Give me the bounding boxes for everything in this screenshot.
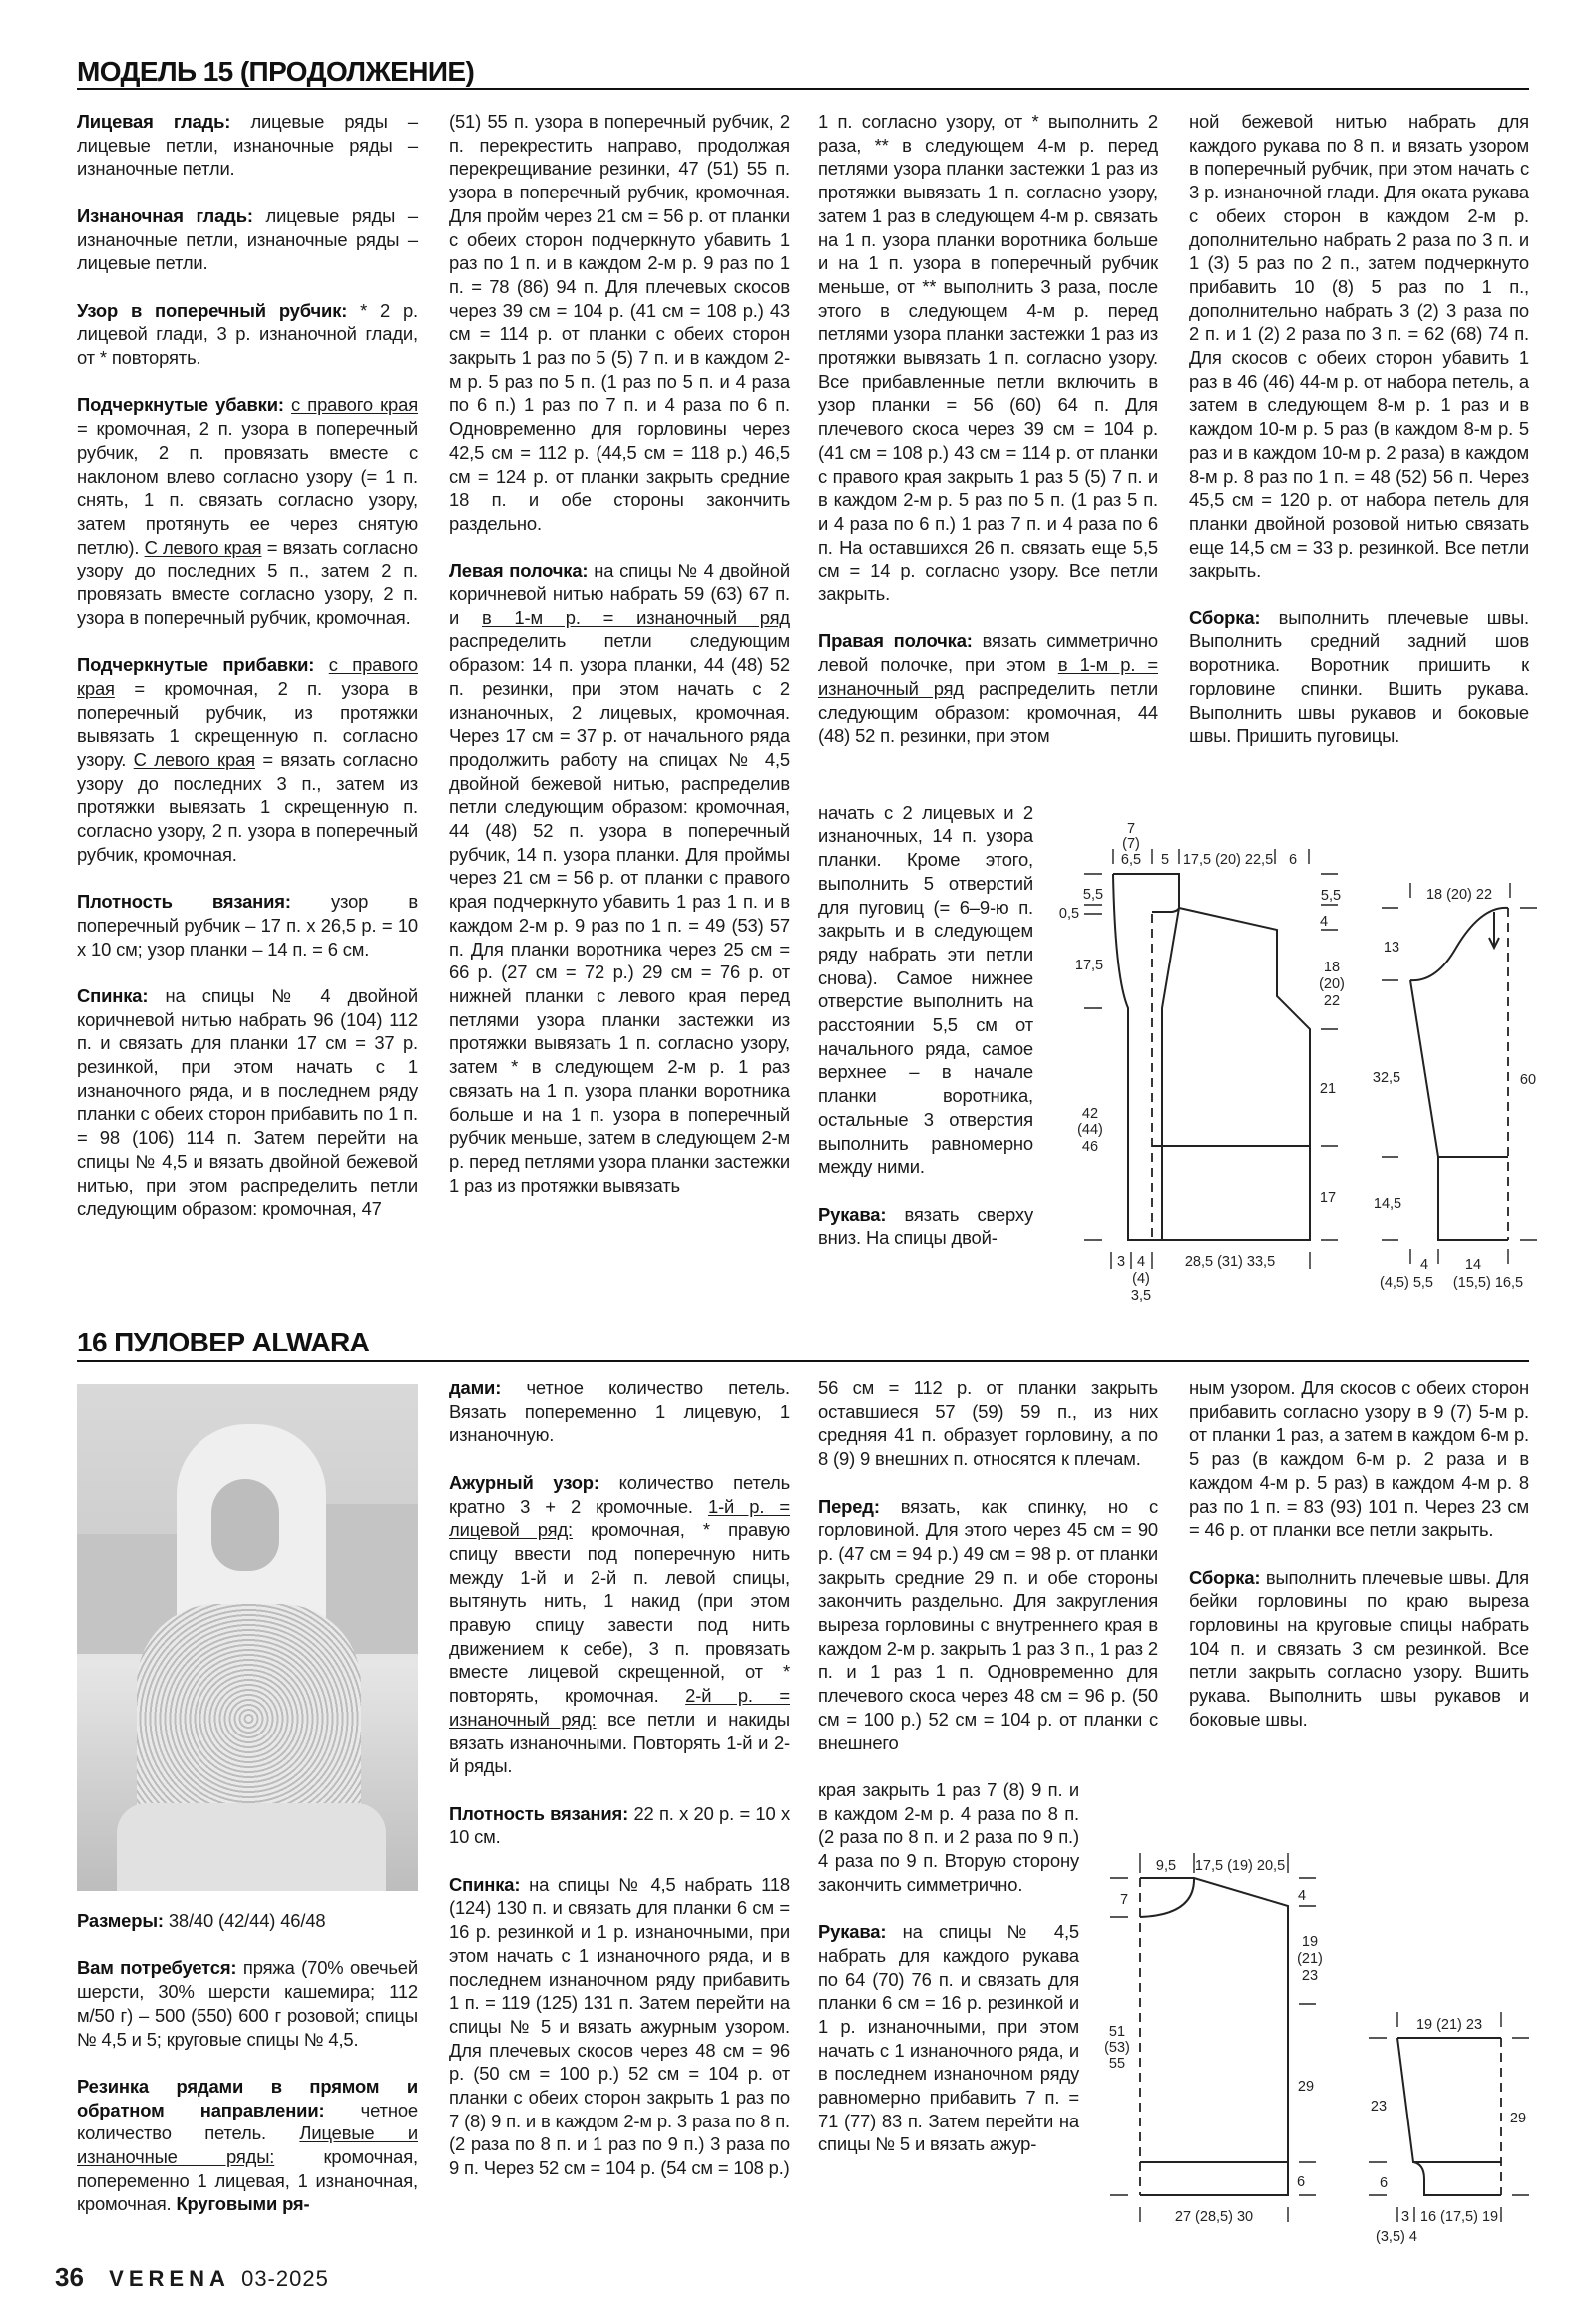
paragraph	[449, 1376, 790, 1447]
body-text: ной бежевой нитью набрать для каждого рукава по 8 п. и вязать узором в поперечный рубчик, при этом начать с 3 р. изнаночной глади. Для оката рукава с обеих сторон в каждом 2-м р. дополнительно набрать 2 раза по 3 п. и 1 (3) 5 раз по 2 п., затем подчеркнуто прибавить 10 (8) 5 раз по 1 п., дополнительно набрать 3 (2) 3 раза по 2 п. и 1 (2) 2 раза по 3 п. = 62 (68) 74 п. Для скосов с обеих сторон убавить 1 раз в 46 (46) 44-м р. от набора петель, а затем в следующем 8-м р. 1 раз и в каждом 10-м р. 5 раз (в каждом 8-м р. 5 раз и в каждом 10-м р. 2 раза) в каждом 8-м р. 8 раз по 1 п. = 48 (52) 56 п. Через 45,5 см = 120 р. от набора петель для планки двойной розовой нитью связать еще 14,5 см = 33 р. резинкой. Все петли закрыть.	[1189, 111, 1529, 581]
dim-label: 6	[1379, 2175, 1389, 2191]
dim-label: 22	[1323, 993, 1341, 1009]
model15-column-3-group	[818, 110, 1158, 1250]
body-text: кромочная, * правую спицу ввести под поперечную нить между 1-й и 2-й п. левой спицы, вытянуть нить, 1 накид (при этом правую спицу завести под нить движением к себе), 3 п. провязать вместе лицевой скрещенной, от * повторять, кромочная.	[449, 1519, 790, 1707]
body-text: на спицы № 4,5 набрать для каждого рукава по 64 (70) 76 п. и связать для планки 6 см = 16 р. резинкой и 1 р. изнаночными, при этом начать с 1 изнаночного ряда, и в последнем изнаночном ряду равномерно прибавить 7 п. = 71 (77) 83 п. Затем перейти на спицы № 5 и вязать ажур-	[818, 1921, 1079, 2155]
paragraph	[1189, 1376, 1529, 1542]
model16-column-3-narrow	[818, 1778, 1079, 2156]
page-footer	[55, 2262, 329, 2294]
paragraph	[449, 559, 790, 1197]
body-text: выполнить плечевые швы. Для бейки горловины по краю выреза горловины на круговые спицы набрать 104 п. и связать 3 см резинкой. Все петли закрыть согласно узору. Вшить рукава. Выполнить швы рукавов и боковые швы.	[1189, 1566, 1529, 1730]
section-heading: Левая полочка:	[449, 560, 589, 581]
paragraph	[77, 393, 418, 629]
dim-label: 13	[1383, 940, 1400, 956]
underlined-term: с правого края	[291, 394, 419, 416]
dim-label: 17,5	[1074, 958, 1104, 973]
underlined-term: С левого края	[144, 536, 262, 558]
section-heading: Спинка:	[449, 1873, 521, 1895]
section-heading: Подчеркнутые убавки:	[77, 394, 284, 416]
body-text: вязать сверху вниз. На спицы двой-	[818, 1203, 1033, 1249]
paragraph	[77, 299, 418, 370]
title-rule	[77, 88, 1529, 90]
dim-label: 17,5 (19) 20,5	[1194, 1858, 1286, 1874]
model16-column-1	[77, 1909, 418, 2216]
dim-label: 27 (28,5) 30	[1174, 2209, 1254, 2225]
section-heading: Спинка:	[77, 984, 149, 1006]
section-heading: Рукава:	[818, 1203, 887, 1225]
dim-label: 17	[1319, 1190, 1337, 1206]
dim-label: 51	[1108, 2024, 1126, 2040]
cardigan-sleeve-diagram	[1373, 883, 1537, 1291]
section-title-model-16: 16 ПУЛОВЕР ALWARA	[77, 1327, 370, 1357]
body-text: пряжа (70% овечьей шерсти, 30% шерсти кашемира; 112 м/50 г) – 500 (550) 600 г розовой; спицы № 4,5 и 5; круговые спицы № 4,5.	[77, 1957, 419, 2050]
face-shape	[211, 1479, 279, 1571]
model15-column-1	[77, 110, 418, 1221]
dim-label: (44)	[1077, 1122, 1103, 1138]
body-text: * 2 р. лицевой глади, 3 р. изнаночной глади, от * повторять.	[77, 299, 418, 368]
dim-label: 4	[1319, 914, 1329, 930]
model15-column-2	[449, 110, 790, 1197]
section-title-model-15: МОДЕЛЬ 15 (ПРОДОЛЖЕНИЕ)	[77, 56, 475, 87]
dim-label: 4	[1419, 1257, 1429, 1273]
legs-shape	[117, 1803, 386, 1891]
section-heading: Резинка рядами в прямом и обратном направлении:	[77, 2075, 418, 2120]
paragraph	[818, 1495, 1158, 1755]
model-photo	[77, 1384, 418, 1891]
dim-label: (20)	[1319, 976, 1345, 992]
paragraph	[818, 110, 1158, 606]
paragraph	[818, 1778, 1079, 1897]
body-text: узор в поперечный рубчик – 17 п. х 26,5 р. = 10 х 10 см; узор планки – 14 п. = 6 см.	[77, 891, 418, 960]
underlined-term: Лицевые и изнаночные ряды:	[77, 2122, 418, 2167]
model16-column-3-group	[818, 1376, 1158, 2156]
dim-label: 4	[1297, 1888, 1307, 1904]
paragraph	[449, 1471, 790, 1778]
dim-label: 5	[1160, 852, 1170, 868]
magazine-name: VERENA	[109, 2266, 230, 2291]
section-heading: Ажурный узор:	[449, 1471, 599, 1493]
body-text: (51) 55 п. узора в поперечный рубчик, 2 п. перекрестить направо, продолжая перекрещивание резинки, 47 (51) 55 п. узора в поперечный рубчик, кромочная. Для пройм через 21 см = 56 р. от планки с обеих сторон подчеркнуто убавить 1 раз по 1 п. и в каждом 2-м р. 9 раз по 1 п. = 78 (86) 94 п. Для плечевых скосов через 39 см = 104 р. (41 см = 108 р.) 43 см = 114 р. от планки с обеих сторон закрыть 1 раз по 5 (5) 7 п. и в каждом 2-м р. 5 раз по 5 п. (1 раз по 5 п. и 4 раза по 6 п.) 1 раз по 7 п. и 4 раза по 6 п. Одновременно для горловины через 42,5 см = 112 р. (44,5 см = 118 р.) 46,5 см = 124 р. от планки закрыть средние 18 п. и обе стороны закончить раздельно.	[449, 111, 790, 534]
body-text: лицевые ряды – лицевые петли, изнаночные ряды – изнаночные петли.	[77, 111, 418, 180]
paragraph	[818, 801, 1033, 1179]
body-text: распределить петли следующим образом: 14 п. узора планки, 44 (48) 52 п. резинки, при этом начать с 2 изнаночных, 2 лицевых, кромочная. Через 17 см = 37 р. от начального ряда продолжить работу на спицах № 4,5 двойной бежевой нитью, распределив петли следующим образом: кромочная, 44 (48) 52 п. узора в поперечный рубчик, 14 п. узора планки. Для проймы через 21 см = 56 р. от планки с правого края подчеркнуто убавить 1 раз 1 п. и в каждом 2-м р. 9 раз по 1 п. = 49 (53) 57 п. Для планки воротника через 25 см = 66 р. (27 см = 72 р.) 29 см = 76 р. от нижней планки с левого края перед петлями узора планки застежки из протяжки вывязать 1 п. согласно узору, затем * в следующем 2-м р. 1 раз связать на 1 п. узора планки воротника больше и на 1 п. узора в поперечный рубчик меньше, затем в следующем 2-м р. перед петлями узора планки застежки 1 раз из протяжки вывязать	[449, 630, 790, 1196]
section-heading: Узор в поперечный рубчик:	[77, 299, 348, 321]
dim-label: (4,5) 5,5	[1380, 1275, 1433, 1291]
body-text: четное количество петель.	[77, 2099, 418, 2144]
dim-label: (3,5) 4	[1376, 2229, 1417, 2245]
issue-number: 03-2025	[241, 2266, 329, 2291]
body-text: = кромочная, 2 п. узора в поперечный рубчик, 2 п. провязать вместе с наклоном влево согласно узору (= 1 п. снять, 1 п. связать согласно узору, затем протянуть ее через снятую петлю).	[77, 418, 418, 558]
body-text: = вязать согласно узору до последних 5 п., затем 2 п. провязать вместе согласно узору, 2 п. узора в поперечный рубчик, кромочная.	[77, 536, 419, 628]
model16-column-4	[1189, 1376, 1529, 1732]
paragraph	[77, 2075, 418, 2216]
pullover-sleeve-diagram	[1369, 2012, 1529, 2245]
body-text: все петли и накиды вязать изнаночными. Повторять 1-й и 2-й ряды.	[449, 1708, 790, 1777]
body-text: вязать симметрично левой полочке, при этом	[818, 630, 1158, 676]
dim-label: 55	[1108, 2056, 1126, 2072]
page-number: 36	[55, 2262, 84, 2292]
dim-label: 16 (17,5) 19	[1419, 2209, 1499, 2225]
model16-column-2	[449, 1376, 790, 2180]
paragraph	[77, 1909, 418, 1933]
paragraph	[1189, 1566, 1529, 1732]
body-text: распределить петли следующим образом: кромочная, 44 (48) 52 п. резинки, при этом	[818, 677, 1158, 747]
dim-label: 60	[1519, 1072, 1537, 1088]
sweater-shape	[137, 1604, 361, 1833]
dim-label: (7)	[1122, 836, 1140, 852]
dim-label: 6	[1288, 852, 1298, 868]
underlined-term: 2-й р. = изнаночный ряд:	[449, 1685, 790, 1730]
section-heading: Рукава:	[818, 1921, 887, 1943]
underlined-term: 1-й р. = лицевой ряд:	[449, 1495, 790, 1541]
dim-label: 17,5 (20) 22,5	[1182, 852, 1274, 868]
paragraph	[449, 1873, 790, 2180]
paragraph	[818, 1376, 1158, 1471]
dim-label: 46	[1081, 1139, 1099, 1155]
body-text: лицевые ряды – изнаночные петли, изнаночные ряды – лицевые петли.	[77, 204, 418, 274]
body-text: 22 п. х 20 р. = 10 х 10 см.	[449, 1802, 790, 1848]
paragraph	[818, 1203, 1033, 1250]
body-text: 38/40 (42/44) 46/48	[163, 1910, 326, 1931]
dim-label: 4	[1136, 1254, 1146, 1270]
body-text: четное количество петель. Вязать попеременно 1 лицевую, 1 изнаночную.	[449, 1377, 790, 1446]
body-text: на спицы № 4,5 набрать 118 (124) 130 п. и связать для планки 6 см = 16 р. резинкой и 1 р. изнаночными, при этом начать с 1 изнаночного ряда, и в последнем изнаночном ряду прибавить 1 п. = 119 (125) 131 п. Затем перейти на спицы № 5 и вязать ажурным узором. Для плечевых скосов через 48 см = 96 р. (50 см = 100 р.) 52 см = 104 р. от планки с обеих сторон закрыть 1 раз по 7 (8) 9 п. и в каждом 2-м р. 3 раза по 8 п. (2 раза по 8 п. и 1 раз по 9 п.) 3 раза по 9 п. Через 52 см = 104 р. (54 см = 108 р.)	[449, 1873, 790, 2179]
paragraph	[1189, 110, 1529, 582]
model16-column-3	[818, 1376, 1158, 1754]
section-heading: Перед:	[818, 1495, 880, 1517]
dim-label: 28,5 (31) 33,5	[1184, 1254, 1276, 1270]
section-heading: дами:	[449, 1377, 502, 1398]
section-heading: Размеры:	[77, 1910, 164, 1931]
dim-label: (53)	[1104, 2040, 1130, 2056]
dim-label: 6	[1296, 2174, 1306, 2190]
body-text: начать с 2 лицевых и 2 изнаночных, 14 п. узора планки. Кроме этого, выполнить 5 отверстий для пуговиц (= 6–9-ю п. закрыть и в следующем ряду набрать эти петли снова). Самое нижнее отверстие выполнить на расстоянии 5,5 см от начального ряда, самое верхнее – в начале планки воротника, остальные 3 отверстия выполнить равномерно между ними.	[818, 801, 1033, 1178]
dim-label: 5,5	[1082, 887, 1104, 903]
model15-column-3	[818, 110, 1158, 777]
dim-label: 3,5	[1130, 1288, 1152, 1304]
dim-label: 19 (21) 23	[1415, 2017, 1483, 2033]
section-heading: Сборка:	[1189, 1566, 1261, 1588]
body-text: выполнить плечевые швы. Выполнить средний задний шов воротника. Воротник пришить к горловине спинки. Вшить рукава. Выполнить швы рукавов и боковые швы. Пришить пуговицы.	[1189, 606, 1529, 747]
paragraph	[77, 1956, 418, 2051]
body-text: = вязать согласно узору до последних 3 п., затем из протяжки вывязать 1 скрещенную п. согласно узору, 2 п. узора в поперечный рубчик, кромочная.	[77, 748, 418, 865]
dim-label: 14,5	[1373, 1196, 1402, 1212]
dim-label: (4)	[1132, 1271, 1150, 1287]
dim-label: 9,5	[1155, 1858, 1177, 1874]
dim-label: 3	[1116, 1254, 1126, 1270]
paragraph	[449, 110, 790, 536]
section-heading: Круговыми ря-	[176, 2193, 310, 2215]
dim-label: 14	[1464, 1257, 1482, 1273]
dim-label: 18 (20) 22	[1425, 887, 1493, 903]
body-text: кромочная, попеременно 1 лицевая, 1 изнаночная, кромочная.	[77, 2146, 418, 2215]
underlined-term: с правого края	[77, 654, 418, 699]
model15-column-3-narrow	[818, 801, 1033, 1250]
dim-label: (21)	[1297, 1951, 1323, 1967]
paragraph	[818, 1920, 1079, 2156]
paragraph	[1189, 606, 1529, 748]
body-text: 56 см = 112 р. от планки закрыть оставшиеся 57 (59) 59 п., из них средняя 41 п. образует горловину, а по 8 (9) 9 внешних п. относятся к плечам.	[818, 1377, 1158, 1470]
paragraph	[818, 629, 1158, 748]
section-heading: Лицевая гладь:	[77, 111, 231, 132]
dim-label: 29	[1509, 2111, 1527, 2126]
paragraph	[77, 653, 418, 866]
body-text: ным узором. Для скосов с обеих сторон прибавить согласно узору в 9 (7) 5-м р. от планки 1 раз, а затем в каждом 6-м р. 5 раз (в каждом 6-м р. 2 раза и в каждом 4-м р. 5 раз) в каждом 4-м р. 8 раз по 1 п. = 83 (93) 101 п. Через 23 см = 46 р. от планки все петли закрыть.	[1189, 1377, 1529, 1541]
paragraph	[77, 890, 418, 961]
paragraph	[77, 984, 418, 1221]
dim-label: (15,5) 16,5	[1452, 1275, 1524, 1291]
body-text: 1 п. согласно узору, от * выполнить 2 раза, ** в следующем 4-м р. перед петлями узора планки застежки 1 раз из протяжки вывязать 1 п. согласно узору, затем 1 раз в следующем 4-м р. связать на 1 п. узора планки воротника больше и на 1 п. узора в поперечный рубчик меньше, от ** выполнить 3 раза, после этого в следующем 4-м р. перед петлями узора планки застежки 1 раз из протяжки вывязать 1 п. согласно узору. Все прибавленные петли включить в узор планки = 56 (60) 64 п. Для плечевого скоса через 39 см = 104 р. (41 см = 108 р.) 43 см = 114 р. от планки с правого края закрыть 1 раз 5 (5) 7 п. и в каждом 2-м р. 5 раз по 5 п. (1 раз 5 п. и 4 раза по 6 п.) 1 раз 7 п. и 4 раза по 6 п. На оставшихся 26 п. связать еще 5,5 см = 14 р. согласно узору. Все петли закрыть.	[818, 111, 1158, 605]
section-heading: Сборка:	[1189, 606, 1261, 628]
body-text: количество петель кратно 3 + 2 кромочные.	[449, 1471, 790, 1517]
body-text	[314, 654, 329, 675]
body-text: вязать, как спинку, но с горловиной. Для этого через 45 см = 90 р. (47 см = 94 р.) 49 см = 98 р. от планки закрыть средние 29 п. и обе стороны закончить раздельно. Для закругления выреза горловины с внутреннего края в каждом 2-м р. закрыть 1 раз 3 п., 1 раз 2 п. и 1 раз 1 п. Одновременно для плечевого скоса через 48 см = 96 р. (50 см = 100 р.) 52 см = 104 р. от планки с внешнего	[818, 1495, 1158, 1753]
dim-label: 7	[1126, 821, 1136, 837]
body-text: края закрыть 1 раз 7 (8) 9 п. и в каждом 2-м р. 4 раза по 8 п. (2 раза по 8 п. и 2 раза по 9 п.) 4 раза по 9 п. Вторую сторону закончить симметрично.	[818, 1778, 1079, 1895]
dim-label: 6,5	[1120, 852, 1142, 868]
paragraph	[77, 204, 418, 275]
dim-label: 3	[1400, 2209, 1410, 2225]
paragraph	[77, 110, 418, 181]
section-heading: Вам потребуется:	[77, 1957, 237, 1979]
dim-label: 23	[1370, 2099, 1388, 2115]
dim-label: 29	[1297, 2079, 1315, 2095]
underlined-term: С левого края	[133, 748, 255, 770]
dim-label: 32,5	[1372, 1070, 1401, 1086]
title-rule	[77, 1360, 1529, 1362]
dim-label: 0,5	[1058, 906, 1080, 922]
underlined-term: в 1-м р. = изнаночный ряд	[481, 606, 790, 628]
dim-label: 42	[1081, 1106, 1099, 1122]
dim-label: 5,5	[1320, 888, 1342, 904]
dim-label: 23	[1301, 1968, 1319, 1984]
section-heading: Подчеркнутые прибавки:	[77, 654, 315, 676]
dim-label: 19	[1301, 1934, 1319, 1950]
body-text	[284, 394, 291, 415]
section-heading: Плотность вязания:	[77, 891, 291, 913]
dim-label: 7	[1119, 1892, 1129, 1908]
section-heading: Правая полочка:	[818, 630, 973, 652]
body-text: на спицы № 4 двойной коричневой нитью набрать 59 (63) 67 п. и	[449, 560, 790, 628]
section-heading: Изнаночная гладь:	[77, 204, 253, 226]
dim-label: 21	[1319, 1081, 1337, 1097]
body-text: = кромочная, 2 п. узора в поперечный рубчик, из протяжки вывязать 1 скрещенную п. согласно узору.	[77, 677, 418, 770]
dim-label: 18	[1323, 960, 1341, 975]
paragraph	[449, 1802, 790, 1849]
model15-column-4	[1189, 110, 1529, 748]
body-text: на спицы № 4 двойной коричневой нитью набрать 96 (104) 112 п. и связать для планки 17 см = 37 р. резинкой, при этом начать с 1 изнаночного ряда, и в последнем ряду планки с обеих сторон прибавить по 1 п. = 98 (106) 114 п. Затем перейти на спицы № 4,5 и вязать двойной бежевой нитью, при этом распределить петли следующим образом: кромочная, 47	[77, 984, 418, 1220]
underlined-term: в 1-м р. = изнаночный ряд	[818, 654, 1159, 699]
section-heading: Плотность вязания:	[449, 1802, 629, 1824]
